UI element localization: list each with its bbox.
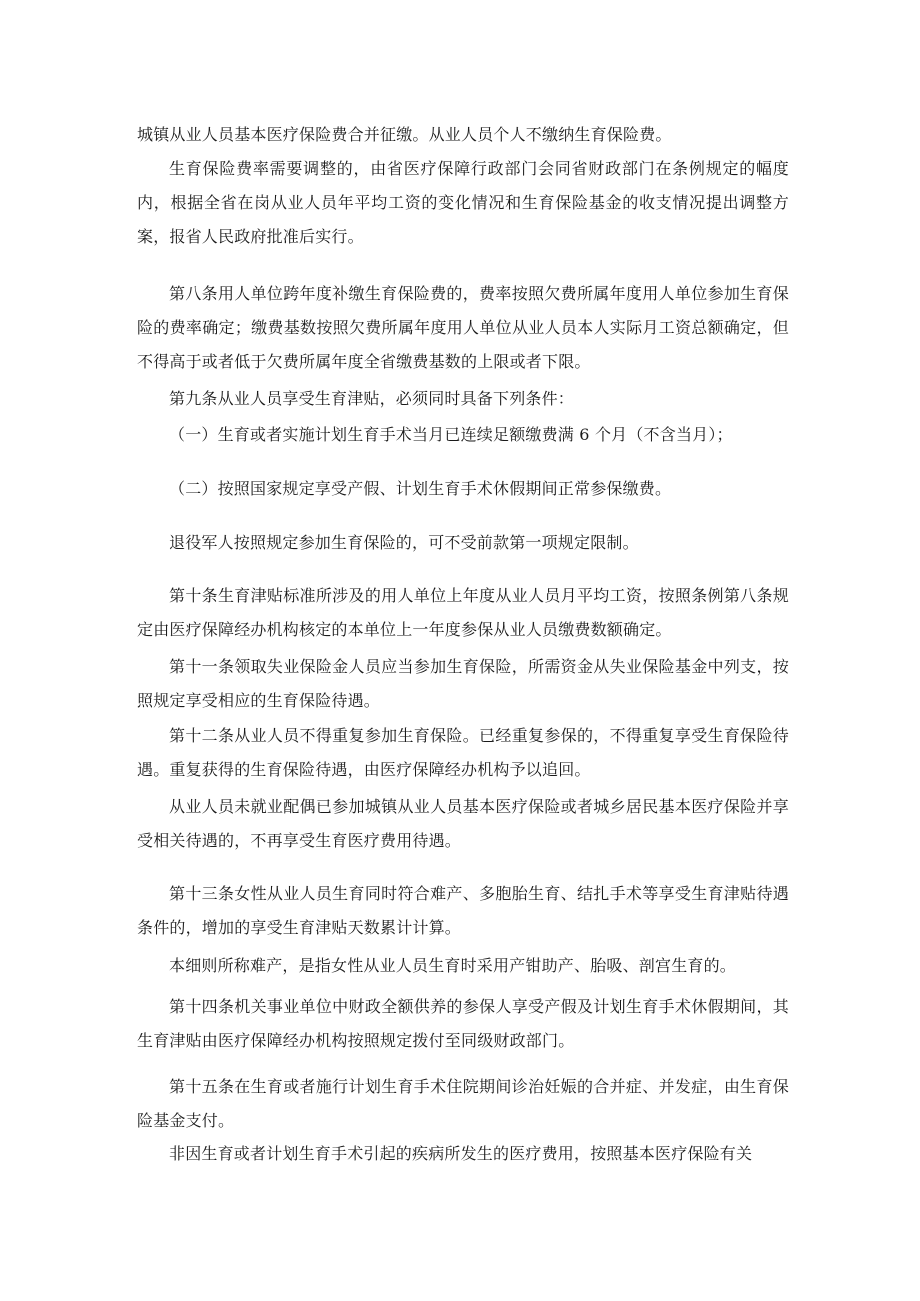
paragraph-article-15: 第十五条在生育或者施行计划生育手术住院期间诊治妊娠的合并症、并发症，由生育保险基金支付。 — [137, 1077, 789, 1130]
paragraph-spouse: 从业人员未就业配偶已参加城镇从业人员基本医疗保险或者城乡居民基本医疗保险并享受相关待遇的，不再享受生育医疗费用待遇。 — [137, 797, 789, 850]
paragraph-article-9-item-1: （一）生育或者实施计划生育手术当月已连续足额缴费满 6 个月（不含当月）； — [169, 425, 733, 444]
paragraph-article-14: 第十四条机关事业单位中财政全额供养的参保人享受产假及计划生育手术休假期间，其生育津贴由医疗保障经办机构按照规定拨付至同级财政部门。 — [137, 997, 789, 1050]
paragraph-non-maternity: 非因生育或者计划生育手术引起的疾病所发生的医疗费用，按照基本医疗保险有关 — [169, 1144, 753, 1163]
paragraph-veterans: 退役军人按照规定参加生育保险的，可不受前款第一项规定限制。 — [169, 533, 639, 552]
paragraph-article-9-item-2: （二）按照国家规定享受产假、计划生育手术休假期间正常参保缴费。 — [169, 479, 672, 498]
paragraph-article-11: 第十一条领取失业保险金人员应当参加生育保险，所需资金从失业保险基金中列支，按照规定享受相应的生育保险待遇。 — [137, 657, 789, 710]
paragraph-article-9: 第九条从业人员享受生育津贴，必须同时具备下列条件： — [169, 389, 575, 408]
paragraph-dystocia: 本细则所称难产，是指女性从业人员生育时采用产钳助产、胎吸、剖宫生育的。 — [169, 956, 737, 975]
paragraph-article-8: 第八条用人单位跨年度补缴生育保险费的，费率按照欠费所属年度用人单位参加生育保险的费率确定；缴费基数按照欠费所属年度用人单位从业人员本人实际月工资总额确定，但不得高于或者低于欠费所属年度全省缴费基数的上限或者下限。 — [137, 284, 789, 371]
paragraph-article-13: 第十三条女性从业人员生育同时符合难产、多胞胎生育、结扎手术等享受生育津贴待遇条件的，增加的享受生育津贴天数累计计算。 — [137, 884, 789, 937]
paragraph-1: 城镇从业人员基本医疗保险费合并征缴。从业人员个人不缴纳生育保险费。 — [137, 125, 672, 144]
paragraph-article-10: 第十条生育津贴标准所涉及的用人单位上年度从业人员月平均工资，按照条例第八条规定由医疗保障经办机构核定的本单位上一年度参保从业人员缴费数额确定。 — [137, 586, 789, 639]
paragraph-article-12: 第十二条从业人员不得重复参加生育保险。已经重复参保的，不得重复享受生育保险待遇。重复获得的生育保险待遇，由医疗保障经办机构予以追回。 — [137, 726, 789, 779]
paragraph-2: 生育保险费率需要调整的，由省医疗保障行政部门会同省财政部门在条例规定的幅度内，根据全省在岗从业人员年平均工资的变化情况和生育保险基金的收支情况提出调整方案，报省人民政府批准后实行。 — [137, 159, 789, 246]
